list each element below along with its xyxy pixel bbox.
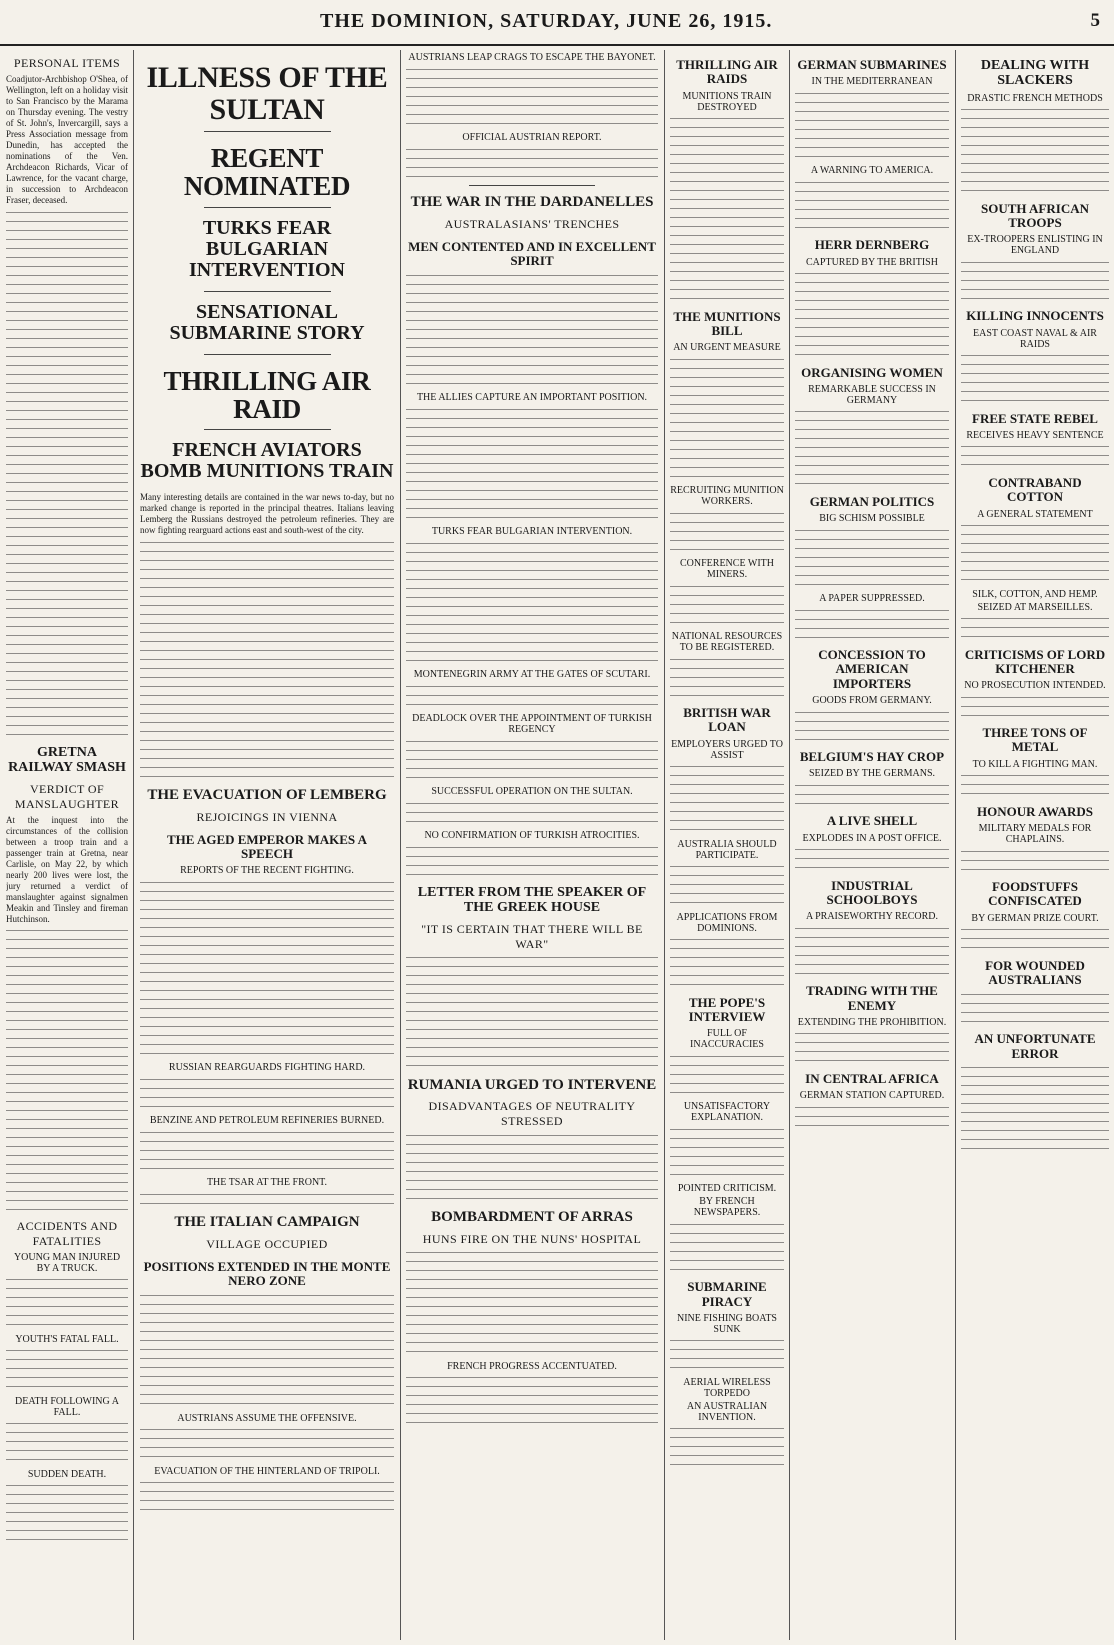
masthead [0,0,1114,46]
subheading: BIG SCHISM POSSIBLE [819,513,925,525]
subheading: OFFICIAL AUSTRIAN REPORT. [462,132,602,143]
text-block [670,583,784,625]
headline: TRADING WITH THE ENEMY [806,983,938,1013]
text-block [795,527,949,587]
headline: THREE TONS OF METAL [982,725,1088,755]
article-text: At the inquest into the circumstances of the collision between a troop train and a passenger train at Gretna, near Carlisle, on May 22, by which nearly 200 lives were lost, the jury returned a verdict of manslaughter against signalmen Meakin and Tinsley and fireman Hutchinson. [6,814,128,924]
text-block [795,925,949,976]
text-block [670,510,784,552]
subheading: THE ALLIES CAPTURE AN IMPORTANT POSITION. [416,392,648,404]
text-block [406,406,658,520]
subheading: NO PROSECUTION INTENDED. [964,680,1106,692]
text-block [961,1065,1109,1152]
subheading: REPORTS OF THE RECENT FIGHTING. [180,865,354,877]
subheading: SUDDEN DEATH. [27,1468,107,1480]
text-block [406,955,658,1069]
subheading: SUCCESSFUL OPERATION ON THE SULTAN. [431,786,633,798]
subheading: EXPLODES IN A POST OFFICE. [802,832,942,844]
subheading: FULL OF INACCURACIES [690,1028,764,1051]
subheading: REMARKABLE SUCCESS IN GERMANY [808,383,936,406]
text-block [961,694,1109,718]
text-block [406,683,658,707]
text-block [140,1427,394,1460]
column-rule [789,50,790,1640]
headline: HONOUR AWARDS [977,803,1093,819]
subheading: RECRUITING MUNITION WORKERS. [670,485,784,508]
subheading: A WARNING TO AMERICA. [810,165,934,177]
text-block [670,1426,784,1468]
subheading: AUSTRIANS ASSUME THE OFFENSIVE. [177,1412,357,1424]
headline: THE AGED EMPEROR MAKES A SPEECH [166,831,368,862]
headline: DEALING WITH SLACKERS [980,58,1090,89]
subheading: EAST COAST NAVAL & AIR RAIDS [973,327,1097,350]
text-block [795,271,949,358]
headline: THE ITALIAN CAMPAIGN [174,1214,360,1231]
text-block [961,523,1109,583]
subheading: EXTENDING THE PROHIBITION. [797,1016,947,1028]
subheading: AUSTRALASIANS' TRENCHES [444,216,620,231]
text-block [140,1129,394,1171]
text-block [140,879,394,1056]
text-block [140,539,394,779]
column-rule [664,50,665,1640]
headline: MEN CONTENTED AND IN EXCELLENT SPIRIT [408,238,656,268]
subheading: EX-TROOPERS ENLISTING IN ENGLAND [967,234,1103,257]
masthead-title: THE DOMINION, SATURDAY, JUNE 26, 1915. [320,10,773,32]
divider [204,291,331,292]
headline: HERR DERNBERG [814,237,930,253]
column-slackers [961,50,1109,1640]
subheading: EMPLOYERS URGED TO ASSIST [671,738,783,761]
text-block [961,107,1109,194]
divider [469,185,595,186]
subheading: RECEIVES HEAVY SENTENCE [966,429,1104,441]
text-block [670,1053,784,1095]
subheading: RUSSIAN REARGUARDS FIGHTING HARD. [168,1062,366,1074]
subheading: BENZINE AND PETROLEUM REFINERIES BURNED. [149,1115,385,1127]
subheading: A GENERAL STATEMENT [977,508,1093,520]
subheading: AN URGENT MEASURE [673,342,781,354]
text-block [670,356,784,479]
headline: RUMANIA URGED TO INTERVENE [407,1076,657,1093]
text-block [6,1483,128,1543]
headline: GERMAN SUBMARINES [797,57,947,72]
headline: THE EVACUATION OF LEMBERG [147,787,387,804]
headline: CRITICISMS OF LORD KITCHENER [964,646,1106,676]
text-block [140,1480,394,1513]
subheading: MONTENEGRIN ARMY AT THE GATES OF SCUTARI. [413,669,651,681]
text-block [140,1293,394,1407]
text-block [670,116,784,302]
headline: FREE STATE REBEL [972,410,1098,426]
column-rule [955,50,956,1640]
headline: AN UNFORTUNATE ERROR [974,1031,1096,1061]
subheading: IN THE MEDITERRANEAN [811,76,933,88]
subheading: SILK, COTTON, AND HEMP. [972,588,1098,600]
subheading: BY GERMAN PRIZE COURT. [971,912,1099,924]
subheading: POINTED CRITICISM. [677,1183,777,1195]
subheading: MUNITIONS TRAIN DESTROYED [682,90,772,113]
text-block [795,782,949,806]
text-block [670,1338,784,1371]
subheading: VERDICT OF MANSLAUGHTER [14,781,120,811]
column-munitions [670,50,784,1640]
text-block [6,1421,128,1463]
text-block [795,607,949,640]
text-block [961,991,1109,1024]
headline: KILLING INNOCENTS [966,308,1104,324]
text-block [406,540,658,663]
section-heading: PERSONAL ITEMS [13,56,121,70]
subheading: MILITARY MEDALS FOR CHAPLAINS. [978,823,1092,846]
text-block [670,1126,784,1177]
subheading: "IT IS CERTAIN THAT THERE WILL BE WAR" [421,921,643,951]
subheading: VILLAGE OCCUPIED [206,1236,328,1251]
subheading: AN AUSTRALIAN INVENTION. [686,1400,768,1423]
text-block [670,764,784,833]
headline: BRITISH WAR LOAN [683,705,771,735]
subheading: REJOICINGS IN VIENNA [196,809,338,824]
column-rule [400,50,401,1640]
column-germany [795,50,949,1640]
subheading: DISADVANTAGES OF NEUTRALITY STRESSED [428,1099,636,1129]
headline: THRILLING AIR RAID [163,365,371,425]
text-block [140,1076,394,1109]
headline: BOMBARDMENT OF ARRAS [431,1209,633,1226]
text-block [795,1031,949,1064]
subheading: DEADLOCK OVER THE APPOINTMENT OF TURKISH REGENCY [412,713,652,736]
divider [204,207,331,208]
headline: REGENT NOMINATED [183,143,351,202]
text-block [795,179,949,230]
headline: GRETNA RAILWAY SMASH [8,745,126,776]
headline: POSITIONS EXTENDED IN THE MONTE NERO ZONE [143,1258,391,1289]
text-block [6,928,128,1213]
subheading: GERMAN STATION CAPTURED. [799,1090,945,1102]
subheading: YOUNG MAN INJURED BY A TRUCK. [13,1251,121,1274]
text-block [961,927,1109,951]
text-block [795,409,949,487]
text-block [961,848,1109,872]
subheading: TURKS FEAR BULGARIAN INTERVENTION. [431,526,633,538]
headline: THE WAR IN THE DARDANELLES [410,194,654,210]
text-block [6,209,128,737]
text-block [795,709,949,742]
headline: GERMAN POLITICS [809,493,935,509]
headline: TURKS FEAR BULGARIAN INTERVENTION [189,216,345,281]
subheading: ACCIDENTS AND FATALITIES [16,1218,118,1248]
headline: THE MUNITIONS BILL [673,308,781,338]
subheading: A PAPER SUPPRESSED. [819,593,925,605]
text-block [961,444,1109,468]
headline: CONTRABAND COTTON [988,474,1082,505]
column-rule [133,50,134,1640]
subheading: DEATH FOLLOWING A FALL. [15,1395,119,1418]
article-text: Many interesting details are contained in the war news to-day, but no marked change is reported in the principal theatres. Italians leaving Lemberg the Russians destroyed the petroleum refineries. They are now fighting rearguard actions east and south-west of the city. [140,492,394,536]
subheading: CAPTURED BY THE BRITISH [806,256,938,268]
subheading: APPLICATIONS FROM DOMINIONS. [676,911,778,934]
subheading: GOODS FROM GERMANY. [812,695,932,707]
subheading: DRASTIC FRENCH METHODS [967,92,1103,104]
text-block [670,864,784,906]
column-dardanelles [406,50,658,1640]
text-block [6,1277,128,1328]
text-block [961,773,1109,797]
subheading: HUNS FIRE ON THE NUNS' HOSPITAL [422,1231,642,1246]
headline: THE POPE'S INTERVIEW [688,994,766,1025]
headline: ORGANISING WOMEN [801,364,943,380]
text-block [795,90,949,159]
subheading: A PRAISEWORTHY RECORD. [805,911,939,923]
text-block [406,844,658,877]
text-block [406,1375,658,1426]
headline: FOR WOUNDED AUSTRALIANS [985,957,1085,987]
page-number: 5 [1090,10,1100,31]
text-block [406,1250,658,1355]
text-block [670,937,784,988]
text-block [406,66,658,126]
headline: BELGIUM'S HAY CROP [799,749,945,765]
text-block [961,353,1109,404]
subheading: THE TSAR AT THE FRONT. [206,1177,328,1189]
subheading: YOUTH'S FATAL FALL. [15,1333,119,1345]
subheading: NATIONAL RESOURCES TO BE REGISTERED. [671,631,783,654]
divider [204,354,331,355]
text-block [406,272,658,386]
headline: FRENCH AVIATORS BOMB MUNITIONS TRAIN [140,439,394,483]
text-block [406,738,658,780]
subheading: EVACUATION OF THE HINTERLAND OF TRIPOLI. [154,1465,380,1477]
subheading: AUSTRIANS LEAP CRAGS TO ESCAPE THE BAYONET. [408,52,656,63]
text-block [670,656,784,698]
text-block [670,1221,784,1272]
subheading: UNSATISFACTORY EXPLANATION. [683,1101,771,1124]
column-personal [6,50,128,1640]
text-block [406,1132,658,1201]
text-block [961,259,1109,301]
text-block [795,1104,949,1128]
main-headline: ILLNESS OF THE SULTAN [146,61,388,126]
text-block [406,800,658,824]
headline: SENSATIONAL SUBMARINE STORY [169,300,365,344]
headline: CONCESSION TO AMERICAN IMPORTERS [818,647,926,691]
subheading: AUSTRALIA SHOULD PARTICIPATE. [677,838,777,861]
headline: THRILLING AIR RAIDS [676,57,778,87]
subheading: CONFERENCE WITH MINERS. [680,558,774,581]
text-block [795,847,949,871]
text-block [140,1191,394,1206]
text-block [961,616,1109,640]
subheading: SEIZED BY THE GERMANS. [808,768,936,780]
column-sultan [140,50,394,1640]
divider [204,429,331,430]
subheading: AERIAL WIRELESS TORPEDO [683,1376,771,1399]
subheading: SEIZED AT MARSEILLES. [977,601,1093,613]
subheading: FRENCH PROGRESS ACCENTUATED. [447,1360,617,1372]
subheading: NINE FISHING BOATS SUNK [676,1312,777,1335]
headline: LETTER FROM THE SPEAKER OF THE GREEK HOUSE [417,885,647,916]
text-block [6,1348,128,1390]
subheading: BY FRENCH NEWSPAPERS. [693,1196,761,1219]
headline: A LIVE SHELL [826,813,918,829]
headline: FOODSTUFFS CONFISCATED [988,879,1082,909]
text-block [406,146,658,179]
subheading: TO KILL A FIGHTING MAN. [972,758,1098,770]
divider [204,131,331,132]
headline: IN CENTRAL AFRICA [805,1070,939,1086]
subheading: NO CONFIRMATION OF TURKISH ATROCITIES. [424,830,640,842]
article-text: Coadjutor-Archbishop O'Shea, of Wellington, left on a holiday visit to San Francisco by the Marama on Thursday evening. The vestry of St. John's, Invercargill, says a Press Association message from Dunedin, has accepted the nominations of the Ven. Archdeacon Richards, Vicar of Lawrence, for the vacant charge, in succession to Archdeacon Fraser, deceased. [6,74,128,205]
headline: SOUTH AFRICAN TROOPS [981,200,1089,231]
headline: INDUSTRIAL SCHOOLBOYS [826,877,918,907]
headline: SUBMARINE PIRACY [687,1279,767,1309]
